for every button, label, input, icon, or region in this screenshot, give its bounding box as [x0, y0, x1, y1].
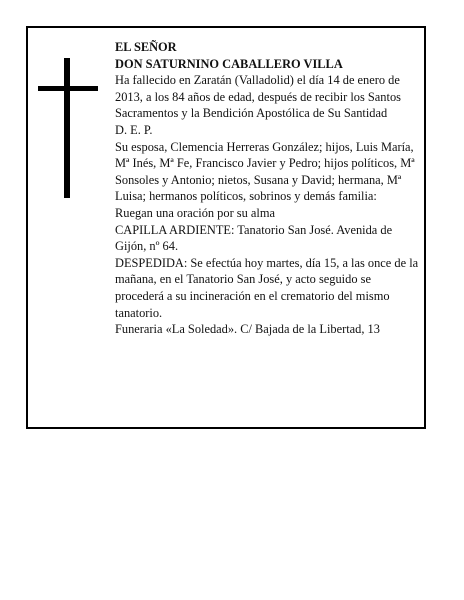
chapel-info: CAPILLA ARDIENTE: Tanatorio San José. Avenida de Gijón, nº 64.: [115, 222, 393, 254]
prayer-request: Ruegan una oración por su alma: [115, 205, 275, 220]
farewell-info: DESPEDIDA: Se efectúa hoy martes, día 15, a las once de la mañana, en el Tanatorio San José, y acto seguido se procederá a su incineración en el crematorio del mismo tanatorio.: [115, 255, 419, 320]
latin-cross-icon: [38, 58, 98, 198]
obituary-notice: [26, 26, 426, 429]
deceased-name: DON SATURNINO CABALLERO VILLA: [115, 56, 343, 71]
rip-line: D. E. P.: [115, 122, 153, 137]
family-list: Su esposa, Clemencia Herreras González; hijos, Luis María, Mª Inés, Mª Fe, Francisco Javier y Pedro; hijos políticos, Mª Sonsoles y Antonio; nietos, Susana y David; hermana, Mª Luisa; hermanos políticos, sobrinos y demás familia:: [115, 139, 415, 204]
cross-vertical-bar: [64, 58, 70, 198]
heading-title: EL SEÑOR: [115, 40, 177, 54]
cross-horizontal-bar: [38, 86, 98, 91]
death-announcement: Ha fallecido en Zaratán (Valladolid) el día 14 de enero de 2013, a los 84 años de edad, después de recibir los Santos Sacramentos y la Bendición Apostólica de Su Santidad: [115, 73, 401, 121]
funeral-home: Funeraria «La Soledad». C/ Bajada de la Libertad, 13: [115, 322, 380, 337]
obituary-text: [115, 39, 420, 338]
